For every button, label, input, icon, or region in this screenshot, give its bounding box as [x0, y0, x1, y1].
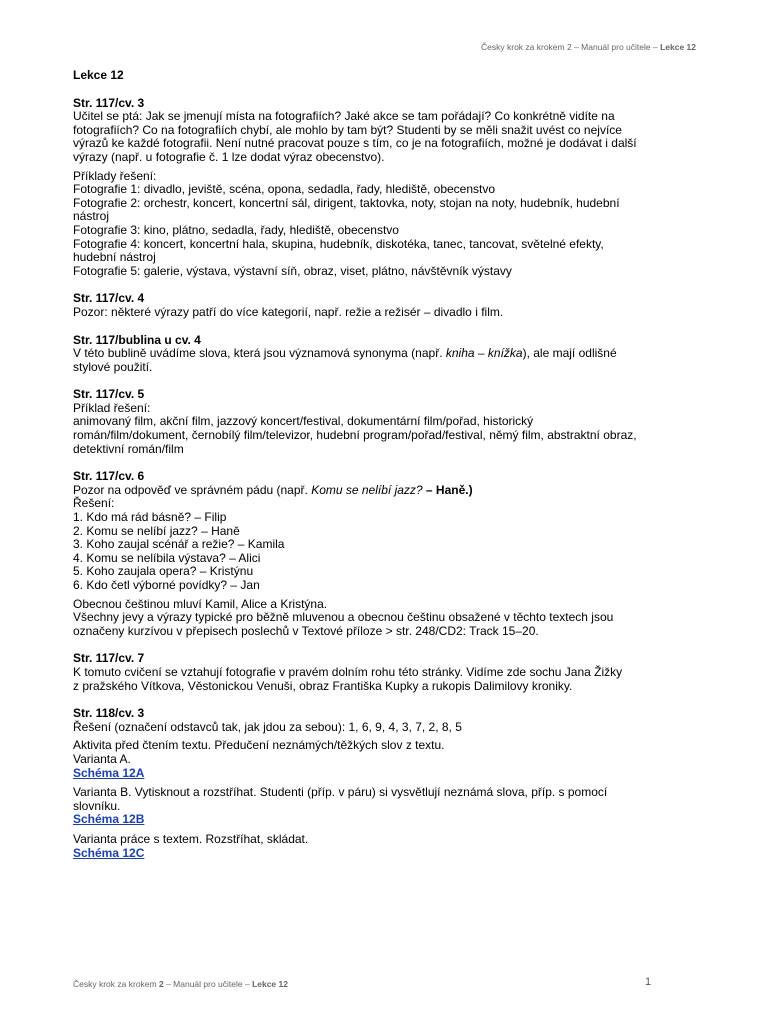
- section-heading: Str. 117/bublina u cv. 4: [73, 332, 201, 347]
- photo-line-4: Fotografie 4: koncert, koncertní hala, skupina, hudebník, diskotéka, tanec, tancovat, světelné efekty,: [73, 236, 604, 251]
- text-line: slovníku.: [73, 798, 121, 813]
- text-line: Aktivita před čtením textu. Předučení neznámých/těžkých slov z textu.: [73, 738, 445, 753]
- text-line: fotografiích? Co na fotografiích chybí, ale mohlo by tam být? Studenti by se měli snažit uvést co nejvíce: [73, 122, 622, 137]
- schema-12b-link[interactable]: Schéma 12B: [73, 812, 145, 827]
- text-line: Varianta A.: [73, 751, 131, 766]
- answer-item: 1. Kdo má rád básně? – Filip: [73, 510, 227, 525]
- text-line: Všechny jevy a výrazy typické pro běžně mluvenou a obecnou češtinu obsažené v těchto textech jsou: [73, 610, 614, 625]
- example-label: Příklad řešení:: [73, 400, 151, 415]
- section-117-4: [73, 292, 693, 319]
- photo-line-2: Fotografie 2: orchestr, koncert, koncertní sál, dirigent, taktovka, noty, stojan na noty, hudebník, hudební: [73, 195, 620, 210]
- schema-12a-link[interactable]: Schéma 12A: [73, 765, 145, 780]
- text-line: detektivní román/film: [73, 441, 184, 456]
- text-line: Obecnou češtinou mluví Kamil, Alice a Kristýna.: [73, 596, 328, 611]
- italic-example: Komu se nelíbí jazz?: [311, 482, 423, 497]
- italic-example: kniha – knížka: [445, 346, 523, 361]
- text-line: Varianta práce s textem. Rozstříhat, skládat.: [73, 831, 309, 846]
- section-heading: Str. 117/cv. 7: [73, 651, 145, 666]
- header-lesson: Lekce 12: [660, 42, 696, 52]
- text-line: výrazy (např. u fotografie č. 1 lze dodat výraz obecenstvo).: [73, 149, 385, 164]
- text-line: Pozor: některé výrazy patří do více kategorií, např. režie a režisér – divadlo i film.: [73, 304, 504, 319]
- photo-line-5: Fotografie 5: galerie, výstava, výstavní síň, obraz, viset, plátno, návštěvník výstavy: [73, 263, 512, 278]
- section-117-5: [73, 388, 693, 456]
- section-117-bubble: [73, 334, 693, 375]
- document-title: Lekce 12: [73, 68, 124, 82]
- answer-item: 2. Komu se nelíbí jazz? – Haně: [73, 523, 240, 538]
- text-line: výrazů ke každé fotografii. Není nutné pracovat pouze s tím, co je na fotografiích, možné je dodávat i další: [73, 136, 637, 151]
- text-line: označeny kurzívou v přepisech poslechů v Textové příloze > str. 248/CD2: Track 15–20.: [73, 623, 539, 638]
- section-118-3: [73, 707, 693, 860]
- text-line: K tomuto cvičení se vztahují fotografie v pravém dolním rohu této stránky. Vidíme zde sochu Jana Žižky: [73, 664, 623, 679]
- text-line: Učitel se ptá: Jak se jmenují místa na fotografiích? Jaké akce se tam pořádají? Co konkrétně vidíte na: [73, 109, 615, 124]
- text-line: román/film/dokument, černobílý film/televizor, hudební program/pořad/festival, němý film, abstraktní obraz,: [73, 428, 637, 443]
- section-heading: Str. 117/cv. 6: [73, 469, 145, 484]
- schema-12c-link[interactable]: Schéma 12C: [73, 845, 145, 860]
- section-117-3: [73, 97, 693, 279]
- answer-item: 5. Koho zaujala opera? – Kristýnu: [73, 564, 254, 579]
- answer-item: 4. Komu se nelíbila výstava? – Alici: [73, 550, 261, 565]
- text-line: animovaný film, akční film, jazzový koncert/festival, dokumentární film/pořad, historický: [73, 414, 534, 429]
- section-heading: Str. 117/cv. 3: [73, 95, 145, 110]
- solution-label: Řešení:: [73, 496, 115, 511]
- photo-line-2-cont: nástroj: [73, 209, 110, 224]
- section-117-7: [73, 652, 693, 693]
- photo-line-1: Fotografie 1: divadlo, jeviště, scéna, opona, sedadla, řady, hlediště, obecenstvo: [73, 182, 496, 197]
- text-line: z pražského Vítkova, Věstonickou Venuši, obraz Františka Kupky a rukopis Dalimilovy kroniky.: [73, 678, 573, 693]
- page-header: [481, 42, 696, 52]
- page-footer: Česky krok za krokem 2 – Manuál pro učitele – Lekce 12: [73, 979, 288, 989]
- examples-label: Příklady řešení:: [73, 168, 157, 183]
- answer-item: 6. Kdo četl výborné povídky? – Jan: [73, 578, 260, 592]
- text-line: Varianta B. Vytisknout a rozstříhat. Studenti (příp. v páru) si vysvětlují neznámá slova, příp. s pomocí: [73, 785, 608, 800]
- section-heading: Str. 118/cv. 3: [73, 706, 145, 721]
- text-line: stylové použití.: [73, 359, 153, 374]
- page-number: 1: [645, 976, 652, 988]
- text-line: Pozor na odpověď ve správném pádu (např. Komu se nelíbí jazz? – Haně.): [73, 482, 473, 497]
- document-body: [73, 69, 693, 874]
- section-heading: Str. 117/cv. 4: [73, 291, 145, 306]
- section-heading: Str. 117/cv. 5: [73, 387, 145, 402]
- header-prefix: Česky krok za krokem 2 – Manuál pro učitele –: [481, 42, 661, 52]
- photo-line-3: Fotografie 3: kino, plátno, sedadla, řady, hlediště, obecenstvo: [73, 222, 399, 237]
- photo-line-4-cont: hudební nástroj: [73, 250, 156, 265]
- answer-item: 3. Koho zaujal scénář a režie? – Kamila: [73, 537, 285, 552]
- section-117-6: [73, 470, 693, 638]
- text-line: V této bublině uvádíme slova, která jsou významová synonyma (např. kniha – knížka), ale mají odlišné: [73, 346, 617, 361]
- text-line: Řešení (označení odstavců tak, jak jdou za sebou): 1, 6, 9, 4, 3, 7, 2, 8, 5: [73, 719, 462, 734]
